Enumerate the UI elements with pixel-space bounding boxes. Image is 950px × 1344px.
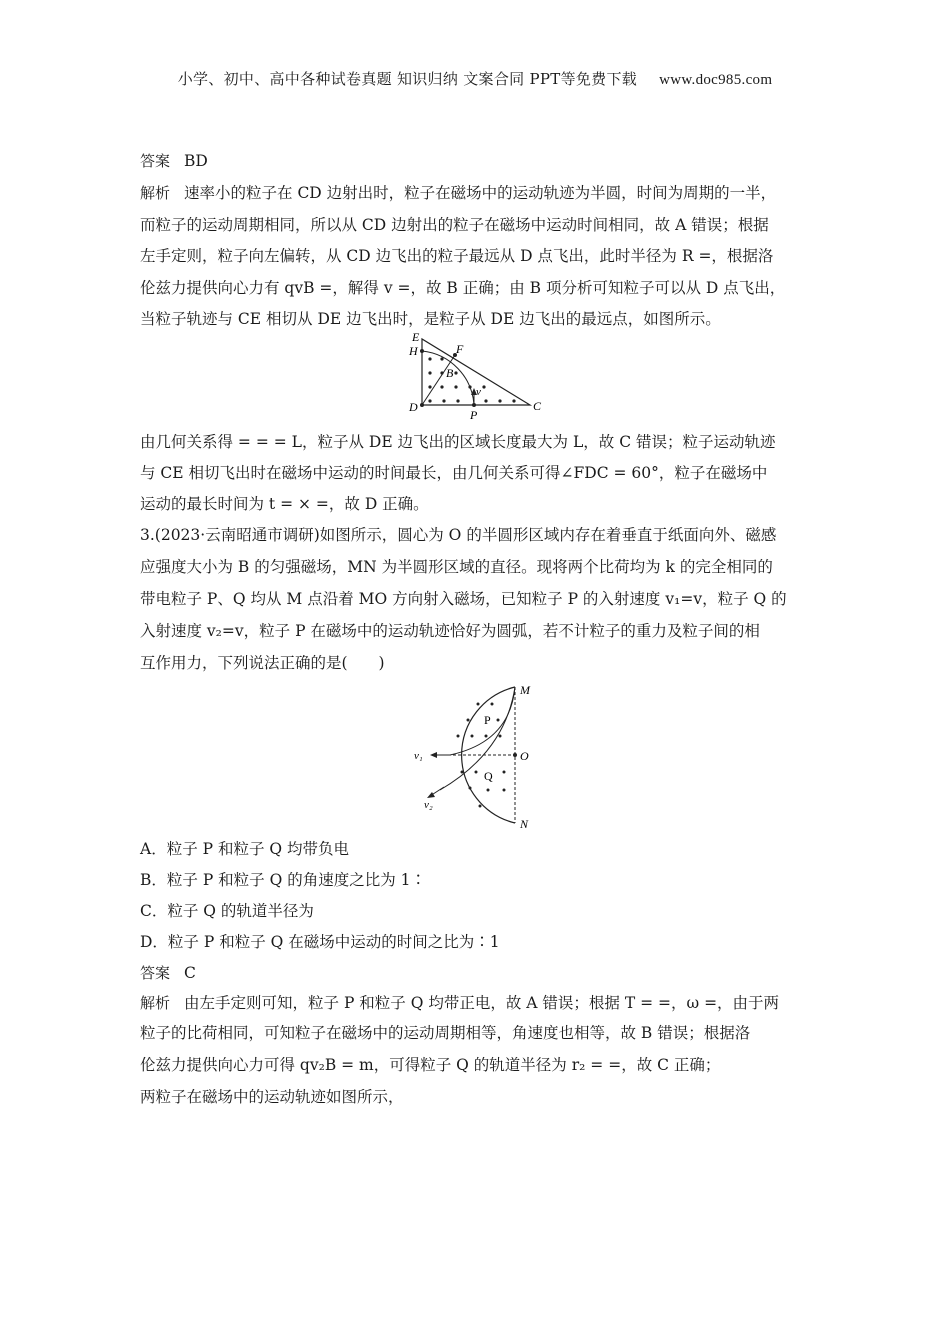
q3-analysis-line <box>140 993 779 1013</box>
text-line: 速率小的粒子在 CD 边射出时，粒子在磁场中的运动轨迹为半圆，时间为周期的一半， <box>184 184 777 202</box>
label-n: N <box>520 817 529 831</box>
page-header <box>0 68 950 89</box>
header-url[interactable]: www.doc985.com <box>659 72 773 88</box>
label-v: v <box>476 386 481 398</box>
text-line: 左手定则，粒子向左偏转，从 CD 边飞出的粒子最远从 D 点飞出，此时半径为 R =，根据洛 <box>140 247 774 265</box>
text-line: 伦兹力提供向心力可得 qv₂B = m，可得粒子 Q 的轨道半径为 r₂ = =，故 C 正确； <box>140 1056 721 1074</box>
answer-label: 答案 <box>140 964 171 982</box>
label-o: O <box>520 749 529 763</box>
analysis-label: 解析 <box>140 994 171 1012</box>
option-c: C．粒子 Q 的轨道半径为 <box>140 902 314 920</box>
question-stem-line: 入射速度 v₂=v，粒子 P 在磁场中的运动轨迹恰好为圆弧，若不计粒子的重力及粒子间的相 <box>140 622 760 640</box>
point-o <box>513 753 517 757</box>
label-m: M <box>520 683 530 697</box>
question-stem-line: 3.(2023·云南昭通市调研)如图所示，圆心为 O 的半圆形区域内存在着垂直于纸面向外、磁感 <box>140 526 777 544</box>
answer-value: C <box>184 964 196 982</box>
label-p: P <box>470 408 478 422</box>
analysis-label: 解析 <box>140 184 171 202</box>
text-line: 粒子的比荷相同，可知粒子在磁场中的运动周期相等，角速度也相等，故 B 错误；根据洛 <box>140 1024 751 1042</box>
arrow-v1-head <box>430 752 437 758</box>
label-v1: v₁ <box>414 750 423 762</box>
text-line: 与 CE 相切飞出时在磁场中运动的时间最长，由几何关系可得∠FDC = 60°，粒子在磁场中 <box>140 464 768 482</box>
text-line: 由左手定则可知，粒子 P 和粒子 Q 均带正电，故 A 错误；根据 T = =，ω =，由于两 <box>184 994 780 1012</box>
trajectory-q <box>440 687 515 790</box>
label-h: H <box>409 344 418 358</box>
field-dots <box>420 349 516 407</box>
option-a: A．粒子 P 和粒子 Q 均带负电 <box>140 840 350 858</box>
label-d: D <box>409 400 418 414</box>
q2-analysis-line <box>140 183 776 203</box>
text-line: 而粒子的运动周期相同，所以从 CD 边射出的粒子在磁场中运动时间相同，故 A 错误；根据 <box>140 216 769 234</box>
text-line: 两粒子在磁场中的运动轨迹如图所示， <box>140 1088 404 1106</box>
label-c: C <box>533 399 542 413</box>
question-stem-line: 互作用力，下列说法正确的是( ) <box>140 654 385 672</box>
answer-label: 答案 <box>140 152 171 170</box>
q3-answer <box>140 963 196 983</box>
label-e: E <box>412 333 420 344</box>
question-stem-line: 带电粒子 P、Q 均从 M 点沿着 MO 方向射入磁场，已知粒子 P 的入射速度 v₁=v，粒子 Q 的 <box>140 590 787 608</box>
label-v2: v₂ <box>424 799 433 811</box>
triangle-figure <box>400 333 550 423</box>
header-text: 小学、初中、高中各种试卷真题 知识归纳 文案合同 PPT等免费下载 <box>177 70 638 88</box>
question-stem-line: 应强度大小为 B 的匀强磁场，MN 为半圆形区域的直径。现将两个比荷均为 k 的完全相同的 <box>140 558 773 576</box>
q2-answer <box>140 151 208 171</box>
text-line: 由几何关系得 = = = L，粒子从 DE 边飞出的区域长度最大为 L，故 C 错误；粒子运动轨迹 <box>140 433 776 451</box>
text-line: 当粒子轨迹与 CE 相切从 DE 边飞出时，是粒子从 DE 边飞出的最远点，如图所示。 <box>140 310 721 328</box>
text-line: 伦兹力提供向心力有 qvB =，解得 v =，故 B 正确；由 B 项分析可知粒子可以从 D 点飞出， <box>140 279 786 297</box>
label-q: Q <box>484 769 493 783</box>
arrow-v2-head <box>427 792 435 798</box>
semicircle-figure <box>410 682 550 832</box>
option-b: B．粒子 P 和粒子 Q 的角速度之比为 1∶ <box>140 871 427 889</box>
label-f: F <box>456 342 464 356</box>
option-d: D．粒子 P 和粒子 Q 在磁场中运动的时间之比为∶1 <box>140 933 500 951</box>
answer-value: BD <box>184 152 208 170</box>
label-p: P <box>484 713 491 727</box>
line-df <box>422 355 455 405</box>
text-line: 运动的最长时间为 t = × =，故 D 正确。 <box>140 495 429 513</box>
label-b: B <box>446 366 454 380</box>
